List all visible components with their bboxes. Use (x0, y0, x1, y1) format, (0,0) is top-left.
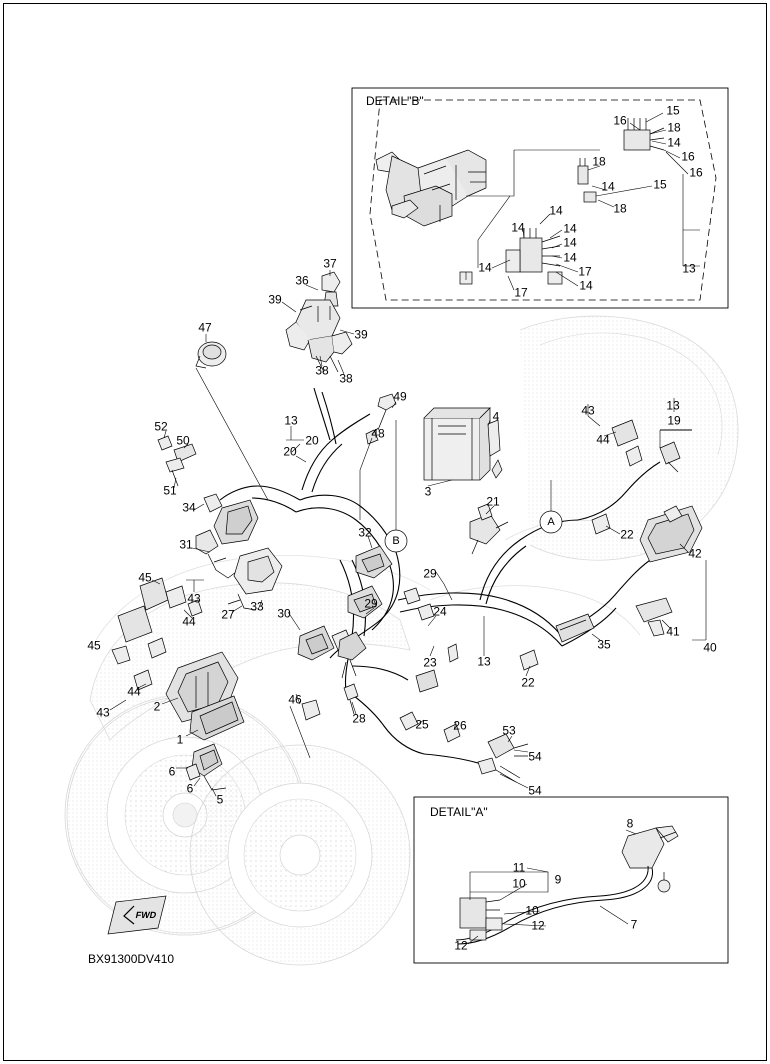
callout-number: 3 (424, 484, 432, 499)
callout-number: 20 (283, 444, 297, 459)
callout-number: 5 (216, 792, 224, 807)
callout-number: 22 (620, 527, 634, 542)
callout-number: 16 (689, 165, 703, 180)
callout-number: 31 (179, 537, 193, 552)
callout-number: 43 (581, 403, 595, 418)
callout-number: 18 (592, 154, 606, 169)
callout-number: 39 (354, 327, 368, 342)
callout-number: 13 (284, 413, 298, 428)
callout-number: 44 (127, 684, 141, 699)
callout-number: 7 (630, 917, 638, 932)
detail-ref-b: B (392, 535, 400, 547)
callout-number: 13 (477, 654, 491, 669)
callout-number: 1 (176, 732, 184, 747)
callout-number: 30 (277, 606, 291, 621)
callout-number: 13 (666, 398, 680, 413)
callout-number: 4 (492, 409, 500, 424)
callout-number: 14 (563, 250, 577, 265)
callout-number: 44 (596, 432, 610, 447)
callout-number: 52 (154, 419, 168, 434)
callout-number: 53 (502, 723, 516, 738)
callout-number: 26 (453, 718, 467, 733)
callout-number: 43 (96, 705, 110, 720)
callout-number: 27 (221, 607, 235, 622)
callout-number: 22 (521, 675, 535, 690)
callout-number: 14 (511, 220, 525, 235)
part-number-code: BX91300DV410 (88, 952, 175, 966)
callout-number: 42 (688, 546, 702, 561)
callout-number: 14 (563, 235, 577, 250)
callout-number: 34 (182, 500, 196, 515)
fwd-direction-label: FWD (134, 910, 158, 920)
callout-number: 38 (315, 363, 329, 378)
callout-number: 28 (352, 711, 366, 726)
callout-number: 33 (250, 599, 264, 614)
callout-number: 18 (667, 120, 681, 135)
detail-ref-a: A (547, 516, 555, 528)
callout-number: 39 (268, 292, 282, 307)
callout-number: 37 (323, 256, 337, 271)
callout-number: 21 (486, 494, 500, 509)
callout-number: 36 (295, 273, 309, 288)
callout-number: 15 (653, 177, 667, 192)
callout-number: 38 (339, 371, 353, 386)
detail-a-title: DETAIL"A" (430, 805, 488, 819)
callout-number: 40 (703, 640, 717, 655)
callout-number: 11 (512, 860, 526, 875)
callout-number: 14 (579, 278, 593, 293)
callout-number: 14 (549, 203, 563, 218)
callout-number: 14 (563, 221, 577, 236)
callout-number: 43 (187, 591, 201, 606)
callout-number: 29 (423, 566, 437, 581)
callout-number: 6 (186, 781, 194, 796)
callout-number: 16 (613, 113, 627, 128)
callout-number: 48 (371, 426, 385, 441)
callout-number: 45 (138, 570, 152, 585)
callout-number: 15 (666, 103, 680, 118)
callout-number: 16 (681, 149, 695, 164)
callout-number: 54 (528, 749, 542, 764)
callout-number: 47 (198, 320, 212, 335)
callout-number: 44 (182, 614, 196, 629)
detail-b-title: DETAIL"B" (366, 94, 424, 108)
callout-number: 50 (176, 433, 190, 448)
callout-number: 14 (601, 179, 615, 194)
callout-number: 10 (525, 903, 539, 918)
callout-number: 10 (512, 876, 526, 891)
callout-number: 23 (423, 655, 437, 670)
callout-number: 32 (358, 525, 372, 540)
callout-number: 14 (478, 260, 492, 275)
callout-number: 25 (415, 717, 429, 732)
callout-number: 19 (667, 413, 681, 428)
callout-number: 20 (305, 433, 319, 448)
callout-number: 45 (87, 638, 101, 653)
callout-number: 13 (682, 261, 696, 276)
callout-number: 17 (514, 285, 528, 300)
callout-number: 41 (666, 624, 680, 639)
callout-number: 17 (578, 264, 592, 279)
callout-number: 8 (626, 816, 634, 831)
callout-number: 6 (168, 764, 176, 779)
callout-number: 46 (288, 692, 302, 707)
callout-number: 12 (454, 938, 468, 953)
callout-number: 14 (667, 135, 681, 150)
callout-number: 49 (393, 389, 407, 404)
callout-number: 24 (433, 604, 447, 619)
callout-number: 29 (364, 596, 378, 611)
callout-number: 2 (153, 699, 161, 714)
callout-number: 54 (528, 783, 542, 798)
callout-number: 9 (554, 872, 562, 887)
callout-number: 18 (613, 201, 627, 216)
callout-number: 51 (163, 483, 177, 498)
callout-number: 12 (531, 918, 545, 933)
callout-number: 35 (597, 637, 611, 652)
